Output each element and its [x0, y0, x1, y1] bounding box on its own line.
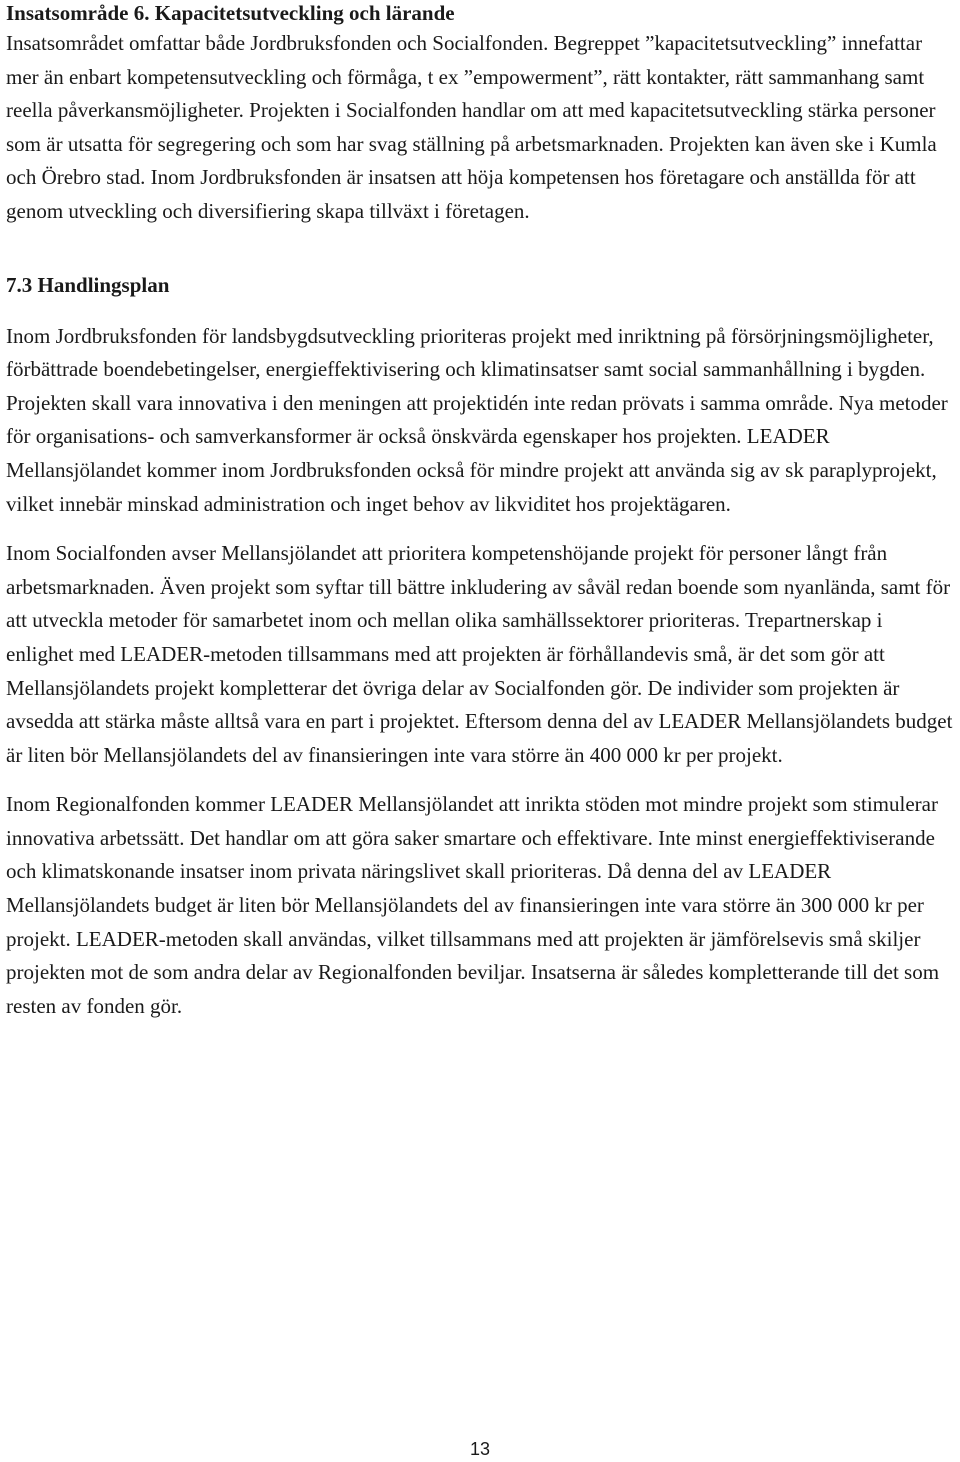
page-number: 13 [469, 1439, 491, 1459]
spacer [6, 772, 954, 788]
section-7-3-heading: 7.3 Handlingsplan [6, 272, 170, 297]
paragraph-jordbruksfonden: Inom Jordbruksfonden för landsbygdsutveckling prioriteras projekt med inriktning på försörjningsmöjligheter, förbättrade boendebetingelser, energieffektivisering och klimatinsatser samt social sammanhållning i bygden. Projekten skall vara innovativa i den meningen att projektidén inte redan prövats i samma område. Nya metoder för organisations- och samverkansformer är också önskvärda egenskaper hos projekten. LEADER Mellansjölandet kommer inom Jordbruksfonden också för mindre projekt att använda sig av sk paraplyprojekt, vilket innebär minskad administration och inget behov av likviditet hos projektägaren. [6, 323, 948, 516]
section-6-heading: Insatsområde 6. Kapacitetsutveckling och lärande [6, 1, 455, 25]
spacer [6, 302, 954, 320]
section-6-body: Insatsområdet omfattar både Jordbruksfonden och Socialfonden. Begreppet ”kapacitetsutveckling” innefattar mer än enbart kompetensutveckling och förmåga, t ex ”empowerment”, rätt kontakter, rätt sammanhang samt reella påverkansmöjligheter. Projekten i Socialfonden handlar om att med kapacitetsutveckling stärka personer som är utsatta för segregering och som har svag ställning på arbetsmarknaden. Projekten kan även ske i Kumla och Örebro stad. Inom Jordbruksfonden är insatsen att höja kompetensen hos företagare och anställda för att genom utveckling och diversifiering skapa tillväxt i företagen. [6, 31, 937, 223]
spacer [6, 229, 954, 269]
document-page [6, 0, 954, 1023]
paragraph-socialfonden: Inom Socialfonden avser Mellansjölandet att prioritera kompetenshöjande projekt för personer långt från arbetsmarknaden. Även projekt som syftar till bättre inkludering av såväl redan boende som nyanlända, samt för att utveckla metoder för samarbetet inom och mellan olika samhällssektorer prioriteras. Trepartnerskap i enlighet med LEADER-metoden tillsammans med att projekten är förhållandevis små, är det som gör att Mellansjölandets projekt kompletterar det övriga delar av Socialfonden gör. De individer som projekten är avsedda att stärka måste alltså vara en part i projektet. Eftersom denna del av LEADER Mellansjölandets budget är liten bör Mellansjölandets del av finansieringen inte vara större än 400 000 kr per projekt. [6, 541, 953, 767]
spacer [6, 521, 954, 537]
paragraph-regionalfonden: Inom Regionalfonden kommer LEADER Mellansjölandet att inrikta stöden mot mindre projekt som stimulerar innovativa arbetssätt. Det handlar om att göra saker smartare och effektivare. Inte minst energieffektiviserande och klimatskonande insatser inom privata näringslivet skall prioriteras. Då denna del av LEADER Mellansjölandets budget är liten bör Mellansjölandets del av finansieringen inte vara större än 300 000 kr per projekt. LEADER-metoden skall användas, vilket tillsammans med att projekten är jämförelsevis små skiljer projekten mot de som andra delar av Regionalfonden beviljar. Insatserna är således kompletterande till det som resten av fonden gör. [6, 792, 940, 1018]
